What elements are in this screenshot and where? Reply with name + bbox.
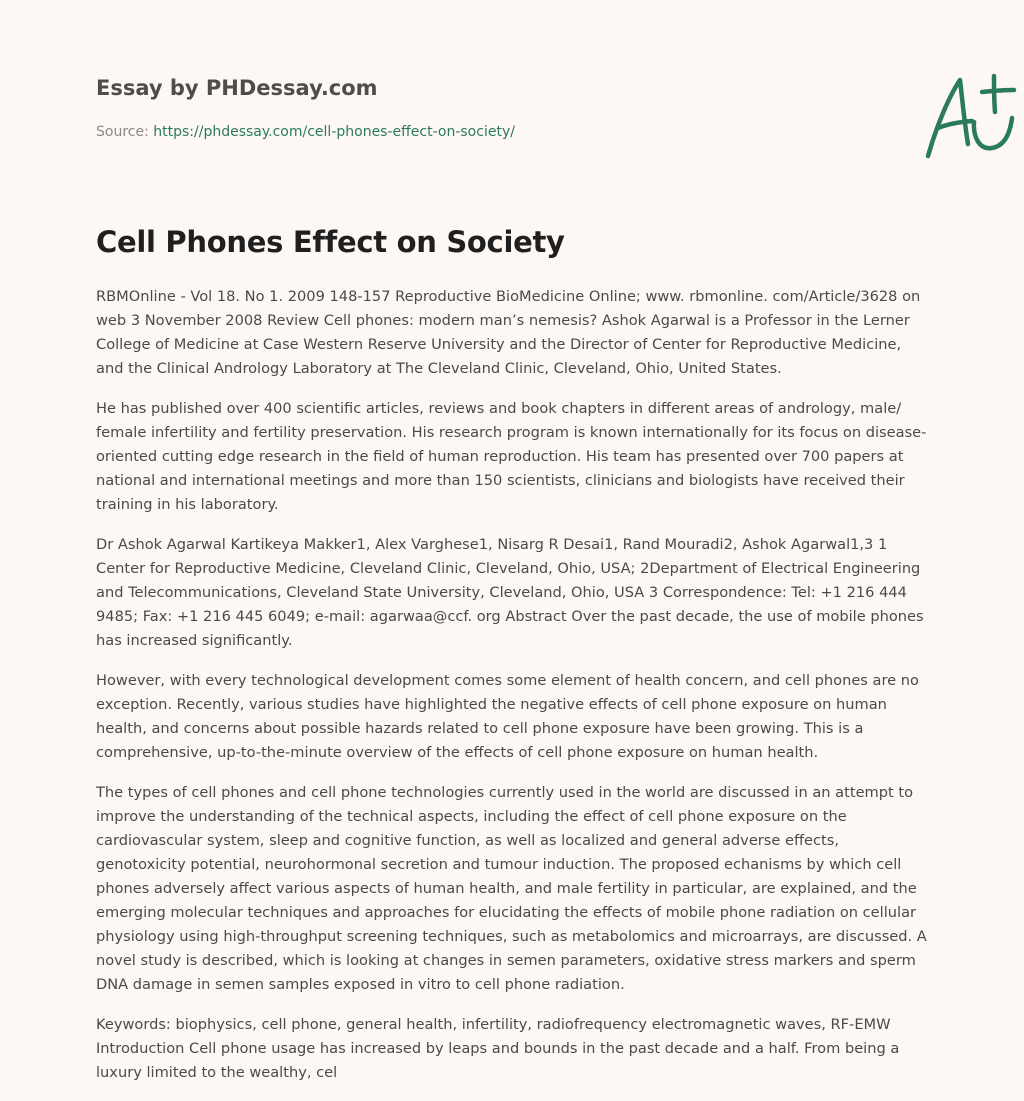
article-paragraph: He has published over 400 scientific articles, reviews and book chapters in different areas of andrology, male/ female infertility and fertility preservation. His research program is known internationally for its focus on disease-oriented cutting edge research in the field of human reproduction. His team has presented over 700 papers at national and international meetings and more than 150 scientists, clinicians and biologists have received their training in his laboratory. [96,400,927,513]
article-paragraph: The types of cell phones and cell phone technologies currently used in the world are discussed in an attempt to improve the understanding of the technical aspects, including the effect of cell phone exposure on the cardiovascular system, sleep and cognitive function, as well as localized and general adverse effects, genotoxicity potential, neurohormonal secretion and tumour induction. The proposed echanisms by which cell phones adversely affect various aspects of human health, and male fertility in particular, are explained, and the emerging molecular techniques and approaches for elucidating the effects of mobile phone radiation on cellular physiology using high-throughput screening techniques, such as metabolomics and microarrays, are discussed. A novel study is described, which is looking at changes in semen parameters, oxidative stress markers and sperm DNA damage in semen samples exposed in vitro to cell phone radiation. [96,784,927,993]
a-plus-logo-icon [918,66,1024,166]
article-body [96,285,928,1101]
source-label: Source: [96,124,149,140]
site-brand: Essay by PHDessay.com [96,76,378,100]
article-title: Cell Phones Effect on Society [96,225,565,259]
article-paragraph: However, with every technological development comes some element of health concern, and cell phones are no exception. Recently, various studies have highlighted the negative effects of cell phone exposure on human health, and concerns about possible hazards related to cell phone exposure have been growing. This is a comprehensive, up-to-the-minute overview of the effects of cell phone exposure on human health. [96,672,919,761]
source-link[interactable]: https://phdessay.com/cell-phones-effect-on-society/ [153,124,515,140]
article-paragraph: Dr Ashok Agarwal Kartikeya Makker1, Alex Varghese1, Nisarg R Desai1, Rand Mouradi2, Ashok Agarwal1,3 1 Center for Reproductive Medicine, Cleveland Clinic, Cleveland, Ohio, USA; 2Department of Electrical Engineering and Telecommunications, Cleveland State University, Cleveland, Ohio, USA 3 Correspondence: Tel: +1 216 444 9485; Fax: +1 216 445 6049; e-mail: agarwaa@ccf. org Abstract Over the past decade, the use of mobile phones has increased significantly. [96,536,924,649]
article-paragraph: Keywords: biophysics, cell phone, general health, infertility, radiofrequency electromagnetic waves, RF-EMW Introduction Cell phone usage has increased by leaps and bounds in the past decade and a half. From being a luxury limited to the wealthy, cel [96,1016,900,1081]
article-paragraph: RBMOnline - Vol 18. No 1. 2009 148-157 Reproductive BioMedicine Online; www. rbmonline. com/Article/3628 on web 3 November 2008 Review Cell phones: modern man’s nemesis? Ashok Agarwal is a Professor in the Lerner College of Medicine at Case Western Reserve University and the Director of Center for Reproductive Medicine, and the Clinical Andrology Laboratory at The Cleveland Clinic, Cleveland, Ohio, United States. [96,288,921,377]
source-line [96,124,515,140]
